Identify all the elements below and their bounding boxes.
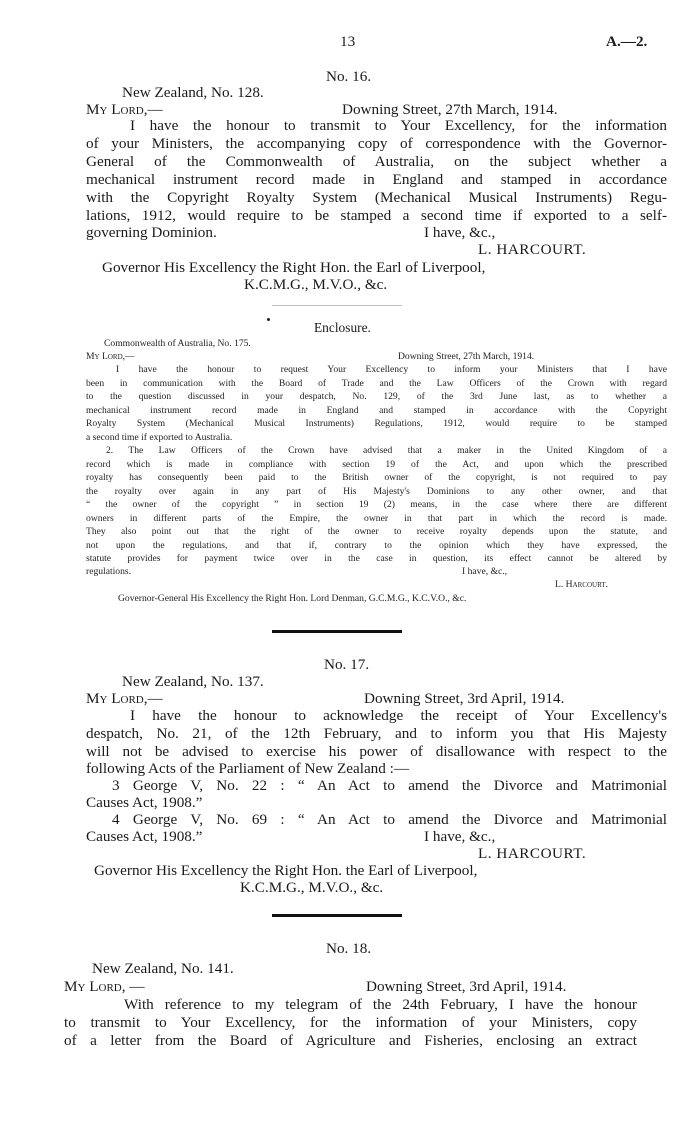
enclosure-place-date: Downing Street, 27th March, 1914. xyxy=(398,351,535,362)
letter-16-salutation: My Lord,— xyxy=(86,101,163,118)
enclosure-body-line: regulations. xyxy=(86,566,132,577)
printer-mark xyxy=(267,318,270,321)
letter-17-act-2-cont: Causes Act, 1908.” xyxy=(86,828,203,845)
section-divider xyxy=(272,630,402,633)
letter-17-closing: I have, &c., xyxy=(424,828,496,845)
section-divider xyxy=(272,305,402,306)
letter-16-body-line: of your Ministers, the accompanying copy of correspondence with the Governor- xyxy=(86,135,667,152)
letter-16-addressee-honours: K.C.M.G., M.V.O., &c. xyxy=(244,276,388,293)
letter-18-salutation: My Lord, — xyxy=(64,978,145,995)
enclosure-body-line: 2. The Law Officers of the Crown have advised that a maker in the United Kingdom of a xyxy=(106,445,667,456)
enclosure-body-line: a second time if exported to Australia. xyxy=(86,432,233,443)
enclosure-body-line: owners in different parts of the Empire, the owner in that part in which the record is made. xyxy=(86,513,667,524)
enclosure-colony: Commonwealth of Australia, No. 175. xyxy=(104,338,251,349)
letter-16-body-line: General of the Commonwealth of Australia, on the subject whether a xyxy=(86,153,667,170)
document-reference: A.—2. xyxy=(606,33,648,50)
letter-17-act-1: 3 George V, No. 22 : “ An Act to amend the Divorce and Matrimonial xyxy=(112,777,667,794)
enclosure-body-line: I have the honour to request Your Excellency to inform your Ministers that I have xyxy=(116,364,667,375)
letter-18-colony: New Zealand, No. 141. xyxy=(92,960,234,977)
enclosure-body-line: been in communication with the Board of Trade and the Law Officers of the Crown with regard xyxy=(86,378,667,389)
enclosure-body-line: royalty has consequently been paid to the British owner of the copyright, is not required to pay xyxy=(86,472,667,483)
letter-18-body-line: of a letter from the Board of Agriculture and Fisheries, enclosing an extract xyxy=(64,1032,637,1049)
letter-17-number: No. 17. xyxy=(324,656,370,673)
letter-17-body-line: despatch, No. 21, of the 12th February, and to inform you that His Majesty xyxy=(86,725,667,742)
letter-16-addressee: Governor His Excellency the Right Hon. the Earl of Liverpool, xyxy=(102,259,486,276)
letter-16-place-date: Downing Street, 27th March, 1914. xyxy=(342,101,558,118)
letter-17-addressee: Governor His Excellency the Right Hon. the Earl of Liverpool, xyxy=(94,862,478,879)
letter-18-body-line: With reference to my telegram of the 24th February, I have the honour xyxy=(124,996,637,1013)
letter-18-place-date: Downing Street, 3rd April, 1914. xyxy=(366,978,567,995)
letter-17-body-line: following Acts of the Parliament of New Zealand :— xyxy=(86,760,410,777)
letter-16-body-line: I have the honour to transmit to Your Excellency, for the information xyxy=(130,117,667,134)
letter-17-colony: New Zealand, No. 137. xyxy=(122,673,264,690)
letter-16-colony: New Zealand, No. 128. xyxy=(122,84,264,101)
letter-17-body-line: I have the honour to acknowledge the receipt of Your Excellency's xyxy=(130,707,667,724)
letter-16-body-line: mechanical instrument record made in England and stamped in accordance xyxy=(86,171,667,188)
page-number: 13 xyxy=(340,33,356,50)
enclosure-body-line: record which is made in compliance with section 19 of the Act, and upon which the prescribed xyxy=(86,459,667,470)
enclosure-title: Enclosure. xyxy=(314,320,371,335)
enclosure-body-line: not upon the regulations, and that if, contrary to the opinion which they have expressed, the xyxy=(86,540,667,551)
letter-17-act-1-cont: Causes Act, 1908.” xyxy=(86,794,203,811)
enclosure-signature: L. Harcourt. xyxy=(555,579,609,590)
enclosure-addressee: Governor-General His Excellency the Right Hon. Lord Denman, G.C.M.G., K.C.V.O., &c. xyxy=(118,593,467,604)
enclosure-body-line: They also point out that the right of the owner to receive royalty depends upon the statute, and xyxy=(86,526,667,537)
letter-16-body-line: governing Dominion. xyxy=(86,224,217,241)
enclosure-body-line: Royalty System (Mechanical Musical Instruments) Regulations, 1912, would require to be stamped xyxy=(86,418,667,429)
letter-17-signature: L. HARCOURT. xyxy=(478,845,587,862)
letter-17-salutation: My Lord,— xyxy=(86,690,163,707)
enclosure-salutation: My Lord,— xyxy=(86,351,135,362)
letter-18-number: No. 18. xyxy=(326,940,372,957)
section-divider xyxy=(272,914,402,917)
letter-18-body-line: to transmit to Your Excellency, for the information of your Ministers, copy xyxy=(64,1014,637,1031)
enclosure-body-line: mechanical instrument record made in England and stamped in accordance with the Copyright xyxy=(86,405,667,416)
enclosure-body-line: “ the owner of the copyright ” in section 19 (2) means, in the case where there are different xyxy=(86,499,667,510)
enclosure-body-line: the royalty over again in any part of His Majesty's Dominions to any other owner, and that xyxy=(86,486,667,497)
enclosure-closing: I have, &c., xyxy=(462,566,508,577)
letter-16-body-line: lations, 1912, would require to be stamped a second time if exported to a self- xyxy=(86,207,667,224)
letter-17-act-2: 4 George V, No. 69 : “ An Act to amend the Divorce and Matrimonial xyxy=(112,811,667,828)
letter-17-addressee-honours: K.C.M.G., M.V.O., &c. xyxy=(240,879,384,896)
letter-16-body-line: with the Copyright Royalty System (Mechanical Musical Instruments) Regu- xyxy=(86,189,667,206)
letter-16-number: No. 16. xyxy=(326,68,372,85)
letter-16-signature: L. HARCOURT. xyxy=(478,241,587,258)
enclosure-body-line: statute provides for payment twice over in the case in question, its effect cannot be altered by xyxy=(86,553,667,564)
letter-16-closing: I have, &c., xyxy=(424,224,496,241)
letter-17-body-line: will not be advised to exercise his power of disallowance with respect to the xyxy=(86,743,667,760)
enclosure-body-line: to the question discussed in your despatch, No. 129, of the 3rd June last, as to whether a xyxy=(86,391,667,402)
letter-17-place-date: Downing Street, 3rd April, 1914. xyxy=(364,690,565,707)
